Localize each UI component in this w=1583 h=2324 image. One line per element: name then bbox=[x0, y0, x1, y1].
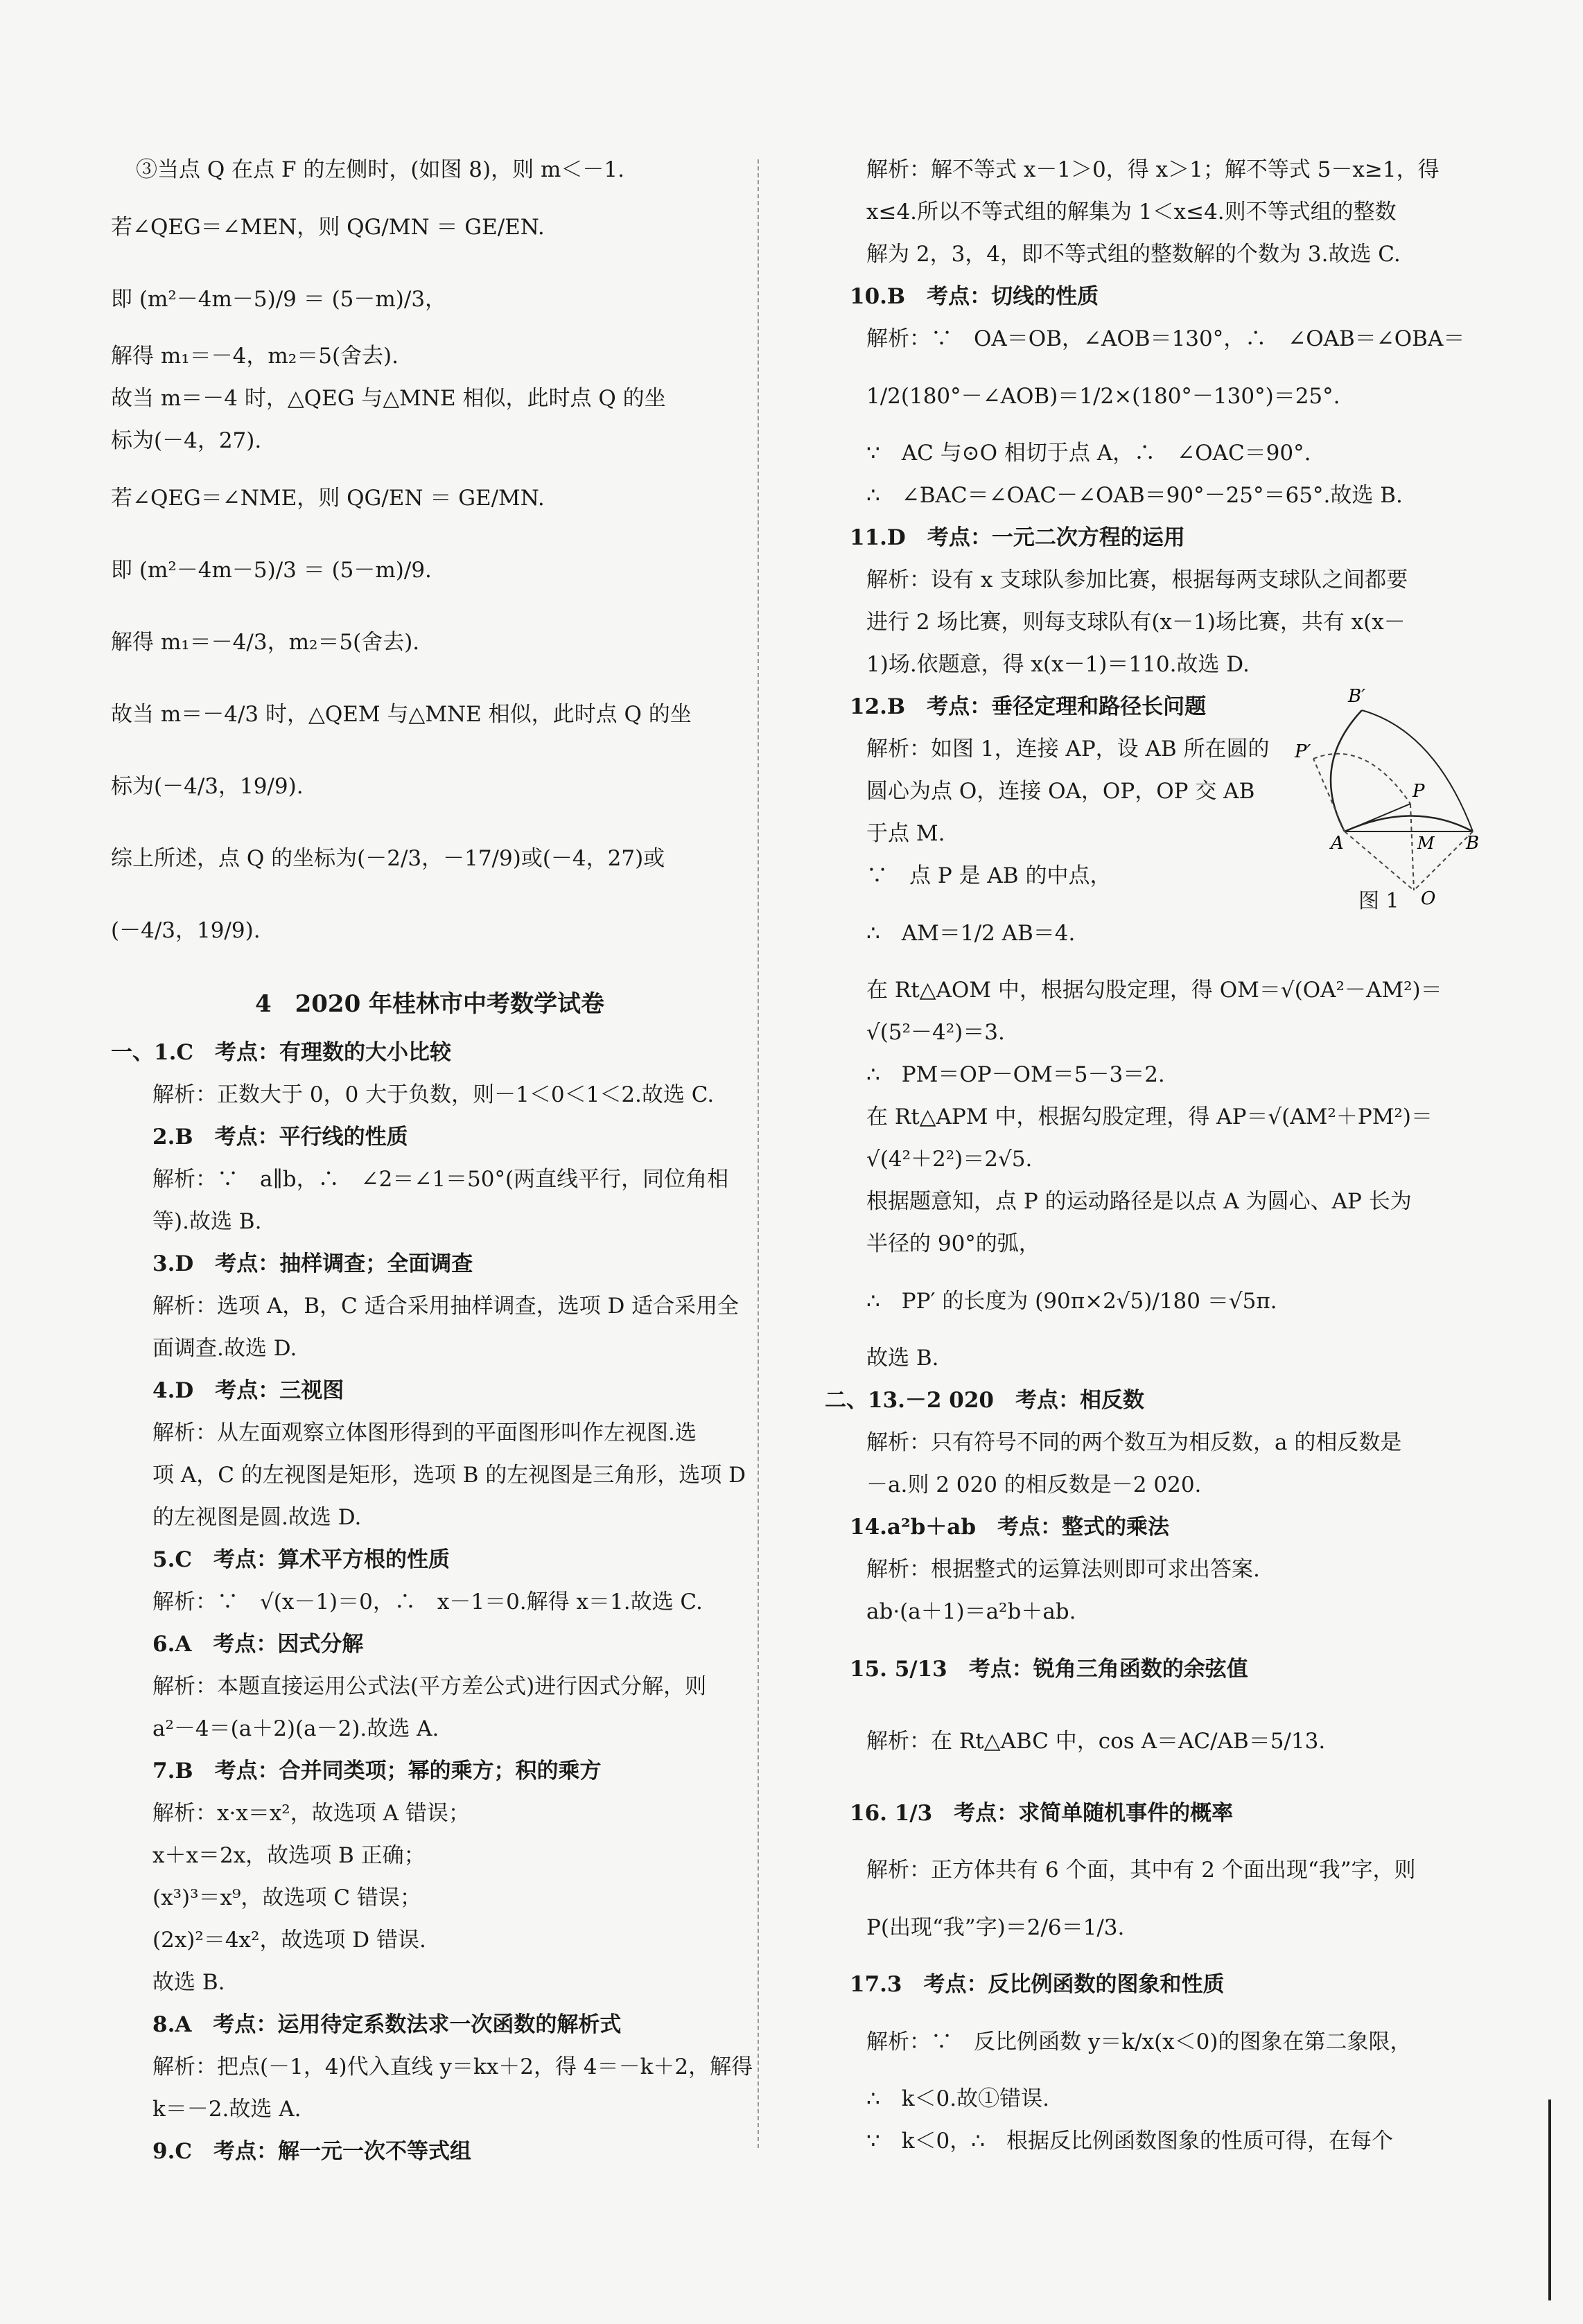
right-text-line: 半径的 90°的弧， bbox=[866, 1231, 1040, 1256]
right-text-line: √(4²＋2²)＝2√5. bbox=[866, 1147, 1033, 1172]
label-pprime: P′ bbox=[1295, 741, 1311, 762]
left-text-line: (－4/3，19/9). bbox=[111, 918, 261, 943]
right-text-line: ∵ AC 与⊙O 相切于点 A，∴ ∠OAC＝90°. bbox=[866, 441, 1311, 466]
left-text-line: 的左视图是圆.故选 D. bbox=[152, 1505, 362, 1530]
column-divider bbox=[758, 159, 759, 2148]
right-text-line: ∴ PM＝OP－OM＝5－3＝2. bbox=[866, 1062, 1165, 1087]
line-ao bbox=[1345, 831, 1414, 890]
dashed-arc bbox=[1313, 754, 1410, 804]
right-text-line: 在 Rt△APM 中，根据勾股定理，得 AP＝√(AM²＋PM²)＝ bbox=[866, 1104, 1433, 1129]
label-a: A bbox=[1331, 833, 1344, 854]
right-text-line: 解析：正方体共有 6 个面，其中有 2 个面出现“我”字，则 bbox=[866, 1858, 1416, 1883]
label-p: P bbox=[1413, 781, 1425, 802]
left-text-line: 即 (m²－4m－5)/9 ＝ (5－m)/3， bbox=[111, 287, 447, 312]
right-text-line: 解析：根据整式的运算法则即可求出答案. bbox=[866, 1557, 1260, 1582]
left-text-line: 解析：选项 A，B，C 适合采用抽样调查，选项 D 适合采用全 bbox=[152, 1294, 740, 1319]
left-text-line: 8.A 考点：运用待定系数法求一次函数的解析式 bbox=[152, 2012, 622, 2037]
left-text-line: ③当点 Q 在点 F 的左侧时，(如图 8)，则 m＜－1. bbox=[136, 157, 624, 182]
right-text-line: 在 Rt△AOM 中，根据勾股定理，得 OM＝√(OA²－AM²)＝ bbox=[866, 978, 1442, 1003]
left-text-line: 9.C 考点：解一元一次不等式组 bbox=[152, 2139, 472, 2164]
left-text-line: 若∠QEG＝∠MEN，则 QG/MN ＝ GE/EN. bbox=[111, 215, 545, 240]
left-text-line: 4.D 考点：三视图 bbox=[152, 1378, 344, 1403]
right-text-line: 故选 B. bbox=[866, 1346, 939, 1371]
right-text-line: 1/2(180°－∠AOB)＝1/2×(180°－130°)＝25°. bbox=[866, 384, 1340, 409]
left-text-line: 3.D 考点：抽样调查；全面调查 bbox=[152, 1251, 473, 1276]
right-text-line: 11.D 考点：一元二次方程的运用 bbox=[850, 525, 1185, 550]
right-text-line: 12.B 考点：垂径定理和路径长问题 bbox=[850, 694, 1207, 719]
left-text-line: 面调查.故选 D. bbox=[152, 1336, 297, 1361]
left-text-line: 解析：本题直接运用公式法(平方差公式)进行因式分解，则 bbox=[152, 1674, 707, 1699]
right-text-line: ∴ PP′ 的长度为 (90π×2√5)/180 ＝√5π. bbox=[866, 1289, 1277, 1314]
right-column bbox=[825, 149, 1476, 2163]
label-b: B bbox=[1466, 833, 1480, 854]
left-text-line: 2.B 考点：平行线的性质 bbox=[152, 1125, 408, 1150]
left-text-line: 一、1.C 考点：有理数的大小比较 bbox=[111, 1040, 452, 1065]
left-text-line: 综上所述，点 Q 的坐标为(－2/3，－17/9)或(－4，27)或 bbox=[111, 846, 665, 871]
right-text-line: ∴ AM＝1/2 AB＝4. bbox=[866, 921, 1076, 946]
left-text-line: 若∠QEG＝∠NME，则 QG/EN ＝ GE/MN. bbox=[111, 486, 545, 511]
left-text-line: 解析：从左面观察立体图形得到的平面图形叫作左视图.选 bbox=[152, 1420, 697, 1445]
right-text-line: 15. 5/13 考点：锐角三角函数的余弦值 bbox=[850, 1657, 1248, 1682]
left-text-line: 解得 m₁＝－4/3，m₂＝5(舍去). bbox=[111, 630, 420, 655]
right-text-line: ∴ k＜0.故①错误. bbox=[866, 2086, 1049, 2111]
arc-a-pprime bbox=[1331, 710, 1362, 831]
right-text-line: 1)场.依题意，得 x(x－1)＝110.故选 D. bbox=[866, 652, 1250, 677]
left-text-line: 5.C 考点：算术平方根的性质 bbox=[152, 1547, 451, 1572]
right-text-line: 解析：在 Rt△ABC 中，cos A＝AC/AB＝5/13. bbox=[866, 1729, 1326, 1754]
right-text-line: 14.a²b＋ab 考点：整式的乘法 bbox=[850, 1515, 1170, 1540]
left-text-line: 6.A 考点：因式分解 bbox=[152, 1632, 364, 1657]
right-text-line: 16. 1/3 考点：求简单随机事件的概率 bbox=[850, 1801, 1234, 1826]
left-text-line: x＋x＝2x，故选项 B 正确； bbox=[152, 1843, 426, 1868]
right-text-line: 于点 M. bbox=[866, 821, 945, 846]
left-text-line: 4 2020 年桂林市中考数学试卷 bbox=[254, 990, 605, 1018]
left-text-line: 解析：∵ √(x－1)＝0，∴ x－1＝0.解得 x＝1.故选 C. bbox=[152, 1590, 703, 1614]
right-text-line: ∵ k＜0，∴ 根据反比例函数图象的性质可得，在每个 bbox=[866, 2129, 1393, 2154]
right-text-line: 解析：设有 x 支球队参加比赛，根据每两支球队之间都要 bbox=[866, 567, 1408, 592]
left-text-line: 解得 m₁＝－4，m₂＝5(舍去). bbox=[111, 344, 399, 369]
right-text-line: 二、13.－2 020 考点：相反数 bbox=[825, 1388, 1145, 1413]
right-text-line: 10.B 考点：切线的性质 bbox=[850, 284, 1099, 309]
left-text-line: 故当 m＝－4/3 时，△QEM 与△MNE 相似，此时点 Q 的坐 bbox=[111, 702, 692, 727]
right-text-line: P(出现“我”字)＝2/6＝1/3. bbox=[866, 1915, 1125, 1940]
left-text-line: 解析：x·x＝x²，故选项 A 错误； bbox=[152, 1801, 470, 1826]
right-text-line: ab·(a＋1)＝a²b＋ab. bbox=[866, 1599, 1076, 1624]
right-text-line: √(5²－4²)＝3. bbox=[866, 1020, 1005, 1045]
right-text-line: ∴ ∠BAC＝∠OAC－∠OAB＝90°－25°＝65°.故选 B. bbox=[866, 483, 1403, 508]
geometry-figure bbox=[1289, 683, 1480, 918]
right-text-line: 进行 2 场比赛，则每支球队有(x－1)场比赛，共有 x(x－ bbox=[866, 610, 1406, 635]
right-text-line: 17.3 考点：反比例函数的图象和性质 bbox=[850, 1972, 1225, 1997]
right-text-line: 根据题意知，点 P 的运动路径是以点 A 为圆心、AP 长为 bbox=[866, 1189, 1412, 1214]
right-text-line: 解析：如图 1，连接 AP，设 AB 所在圆的 bbox=[866, 737, 1270, 762]
right-text-line: －a.则 2 020 的相反数是－2 020. bbox=[866, 1472, 1202, 1497]
right-text-line: 解析：∵ 反比例函数 y＝k/x(x＜0)的图象在第二象限， bbox=[866, 2030, 1412, 2054]
left-column bbox=[111, 149, 753, 2173]
left-text-line: 标为(－4/3，19/9). bbox=[111, 774, 304, 799]
left-text-line: 解析：把点(－1，4)代入直线 y＝kx＋2，得 4＝－k＋2，解得 bbox=[152, 2054, 753, 2079]
left-text-line: a²－4＝(a＋2)(a－2).故选 A. bbox=[152, 1716, 439, 1741]
left-text-line: 故当 m＝－4 时，△QEG 与△MNE 相似，此时点 Q 的坐 bbox=[111, 386, 666, 411]
left-text-line: 解析：正数大于 0，0 大于负数，则－1＜0＜1＜2.故选 C. bbox=[152, 1082, 715, 1107]
left-text-line: 项 A，C 的左视图是矩形，选项 B 的左视图是三角形，选项 D bbox=[152, 1463, 746, 1488]
line-ap bbox=[1345, 804, 1410, 831]
right-text-line: ∵ 点 P 是 AB 的中点， bbox=[866, 863, 1112, 888]
scan-edge-mark bbox=[1548, 2099, 1551, 2300]
right-text-line: 解析：只有符号不同的两个数互为相反数，a 的相反数是 bbox=[866, 1430, 1402, 1455]
label-bprime: B′ bbox=[1348, 686, 1366, 707]
right-text-line: 解析：解不等式 x－1＞0，得 x＞1；解不等式 5－x≥1，得 bbox=[866, 157, 1440, 182]
left-text-line: k＝－2.故选 A. bbox=[152, 2097, 301, 2122]
left-text-line: 等).故选 B. bbox=[152, 1209, 262, 1234]
left-text-line: 解析：∵ a∥b，∴ ∠2＝∠1＝50°(两直线平行，同位角相 bbox=[152, 1167, 729, 1192]
left-text-line: (x³)³＝x⁹，故选项 C 错误； bbox=[152, 1885, 421, 1910]
label-o: O bbox=[1421, 888, 1436, 909]
left-text-line: 即 (m²－4m－5)/3 ＝ (5－m)/9. bbox=[111, 558, 432, 583]
right-text-line: 解为 2，3，4，即不等式组的整数解的个数为 3.故选 C. bbox=[866, 242, 1401, 267]
right-text-line: x≤4.所以不等式组的解集为 1＜x≤4.则不等式组的整数 bbox=[866, 200, 1397, 225]
left-text-line: 标为(－4，27). bbox=[111, 428, 262, 453]
right-text-line: 圆心为点 O，连接 OA，OP，OP 交 AB bbox=[866, 779, 1255, 804]
right-text-line: 解析：∵ OA＝OB，∠AOB＝130°，∴ ∠OAB＝∠OBA＝ bbox=[866, 326, 1465, 351]
left-text-line: 7.B 考点：合并同类项；幂的乘方；积的乘方 bbox=[152, 1759, 602, 1784]
arc-pp bbox=[1362, 710, 1473, 831]
label-m: M bbox=[1417, 834, 1435, 853]
figure-caption: 图 1 bbox=[1358, 889, 1399, 913]
left-text-line: (2x)²＝4x²，故选项 D 错误. bbox=[152, 1928, 426, 1953]
left-text-line: 故选 B. bbox=[152, 1970, 225, 1995]
